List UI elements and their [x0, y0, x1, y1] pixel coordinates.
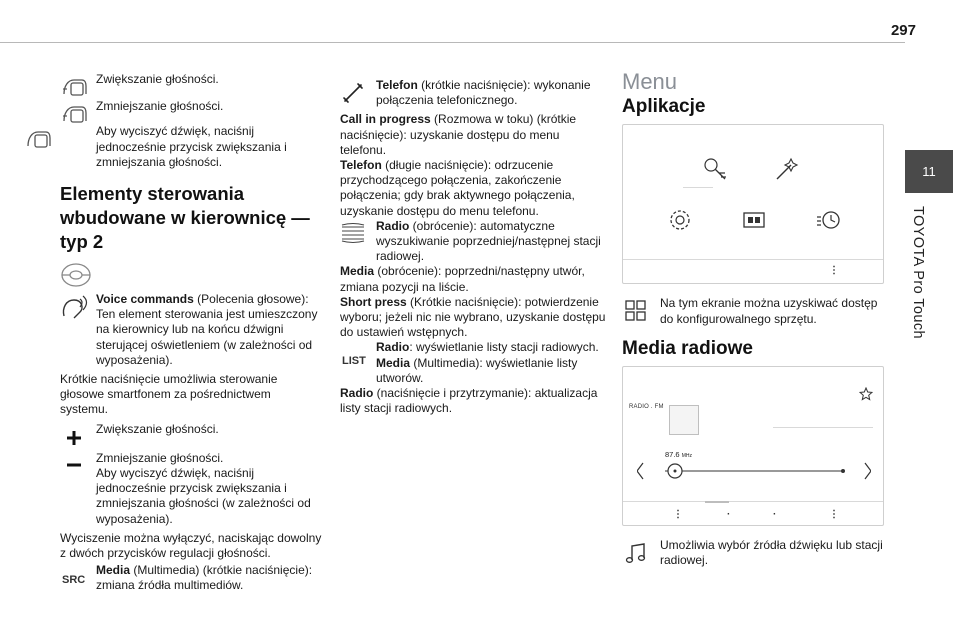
more-menu-icon[interactable]: ⋮	[829, 265, 839, 277]
radio-long-label: Radio	[340, 386, 374, 401]
src-item	[60, 563, 322, 593]
voice-commands-label: Voice commands	[96, 292, 194, 307]
src-media-label: Media	[96, 563, 131, 578]
apps-heading: Aplikacje	[622, 96, 706, 118]
media-rotate-text: (obrócenie): poprzedni/następny utwór, zmiana pozycji na liście.	[340, 264, 585, 294]
mute-text: Aby wyciszyć dźwięk, naciśnij jednocześnie przycisk zwiększania i zmniejszania głośności.	[96, 124, 287, 169]
phone-long	[340, 158, 606, 219]
list-media-text: (Multimedia): wyświetlanie listy utworów.	[376, 355, 578, 385]
chapter-tab: 11	[905, 150, 953, 193]
apps-grid-icon	[624, 298, 648, 324]
phone-long-text: (długie naciśnięcie): odrzucenie przychodzącego połączenia, zakończenie połączenia; gdy brak aktywnego połączenia, uzyskanie dostępu do menu telefonu.	[340, 158, 575, 218]
favorite-star-icon[interactable]	[859, 387, 873, 401]
src-label: SRC	[62, 574, 86, 587]
apps-screen	[622, 124, 884, 284]
minus-item	[60, 451, 322, 527]
section-heading-controls: Elementy sterowania wbudowane w kierownicę — typ 2	[60, 183, 310, 253]
radio-heading: Media radiowe	[622, 337, 753, 359]
list-label: LIST	[342, 355, 366, 368]
music-note-icon	[624, 540, 648, 566]
list-media-label: Media	[376, 355, 411, 370]
radio-rotate-label: Radio	[376, 218, 410, 233]
minus-text: Zmniejszanie głośności.	[96, 450, 224, 465]
steering-wheel-icon	[60, 262, 92, 288]
screen-bottom-bar	[623, 259, 883, 260]
volume-up-text: Zwiększanie głośności.	[96, 72, 219, 86]
radio-bottom-bar	[623, 501, 883, 502]
vehicle-info-icon	[739, 205, 769, 235]
src-media-text: (Multimedia) (krótkie naciśnięcie): zmiana źródła multimediów.	[96, 563, 313, 593]
header-rule	[0, 42, 905, 43]
voice-commands-extra: Krótkie naciśnięcie umożliwia sterowanie głosowe smartfonem za pośrednictwem systemu.	[60, 372, 278, 417]
volume-up-item	[60, 72, 322, 87]
radio-caption-text: Umożliwia wybór źródła dźwięku lub stacji radiowej.	[660, 538, 883, 568]
phone-icon	[342, 82, 364, 104]
call-in-progress-label: Call in progress	[340, 112, 431, 127]
page-number: 297	[890, 22, 916, 39]
minus-extra-text: Aby wyciszyć dźwięk, naciśnij jednocześnie przycisk zwiększania i zmniejszania głośności (w zależności od wyposażenia).	[96, 466, 311, 526]
short-press-text: (Krótkie naciśnięcie): potwierdzenie wyboru; jeżeli nic nie wybrano, uzyskanie dostępu do ustawień wstępnych.	[340, 294, 606, 340]
voice-commands-item	[60, 292, 322, 368]
frequency-value: 87.6	[665, 450, 680, 460]
radio-divider	[773, 427, 873, 428]
radio-rotate-text: (obrócenie): automatyczne wyszukiwanie poprzedniej/następnej stacji radiowej.	[376, 218, 601, 264]
short-press-label: Short press	[340, 294, 407, 309]
magic-wand-icon	[771, 155, 801, 185]
phone-short-item	[340, 78, 606, 108]
call-in-progress-text: (Rozmowa w toku) (krótkie naciśnięcie): uzyskanie dostępu do menu telefonu.	[340, 112, 577, 157]
voice-command-icon	[60, 294, 90, 322]
app-underline	[683, 187, 713, 188]
minus-icon	[64, 455, 84, 475]
frequency-slider[interactable]	[637, 459, 871, 483]
radio-long	[340, 386, 606, 416]
scroll-wheel-icon	[340, 223, 366, 245]
radio-long-text: (naciśnięcie i przytrzymanie): aktualizacja listy stacji radiowych.	[340, 386, 598, 416]
radio-dot-2[interactable]: ·	[773, 509, 777, 521]
mute-lever-icon	[24, 126, 54, 154]
list-item	[340, 340, 606, 386]
list-radio-text: : wyświetlanie listy stacji radiowych.	[409, 340, 599, 355]
phone-short-text: (krótkie naciśnięcie): wykonanie połączenia telefonicznego.	[376, 78, 591, 108]
volume-up-lever-icon	[60, 74, 90, 102]
mute-item	[60, 124, 322, 170]
column-2	[340, 78, 606, 416]
plus-item	[60, 422, 322, 437]
plus-icon	[64, 428, 84, 448]
settings-gear-icon	[665, 205, 695, 235]
radio-screen	[622, 366, 884, 526]
voice-commands-text: (Polecenia głosowe): Ten element sterowania jest umieszczony na kierownicy lub na końcu dźwigni sterującej oświetleniem (w zależności od wyposażenia).	[96, 292, 318, 367]
chapter-side-title	[908, 206, 928, 366]
apps-caption-item	[622, 296, 890, 326]
clock-settings-icon	[813, 205, 843, 235]
radio-more-icon[interactable]: ⋮	[829, 509, 839, 521]
column-3	[622, 69, 890, 568]
frequency-unit: MHz	[681, 453, 692, 460]
connected-apps-icon	[701, 155, 731, 185]
media-rotate-label: Media	[340, 264, 375, 279]
short-press	[340, 295, 606, 341]
radio-dot-1[interactable]: ·	[727, 509, 731, 521]
station-artwork	[669, 405, 699, 435]
volume-down-item	[60, 99, 322, 114]
menu-heading: Menu	[622, 69, 678, 94]
chapter-title: TOYOTA Pro Touch	[910, 206, 926, 339]
list-radio-label: Radio	[376, 340, 410, 355]
active-tab-indicator	[705, 501, 729, 503]
plus-text: Zwiększanie głośności.	[96, 421, 219, 436]
apps-caption-text: Na tym ekranie można uzyskiwać dostęp do konfigurowalnego sprzętu.	[660, 296, 878, 326]
radio-menu-icon[interactable]: ⋮	[673, 509, 683, 521]
call-in-progress	[340, 112, 606, 158]
mute-note: Wyciszenie można wyłączyć, naciskając dowolny z dwóch przycisków regulacji głośności.	[60, 530, 322, 561]
phone-long-label: Telefon	[340, 158, 382, 173]
volume-down-text: Zmniejszanie głośności.	[96, 99, 224, 114]
column-1	[60, 72, 322, 598]
media-rotate	[340, 264, 606, 294]
radio-source-label: RADIO . FM	[629, 404, 664, 411]
phone-short-label: Telefon	[376, 78, 418, 92]
radio-caption-item	[622, 538, 890, 568]
radio-rotate-item	[340, 219, 606, 265]
